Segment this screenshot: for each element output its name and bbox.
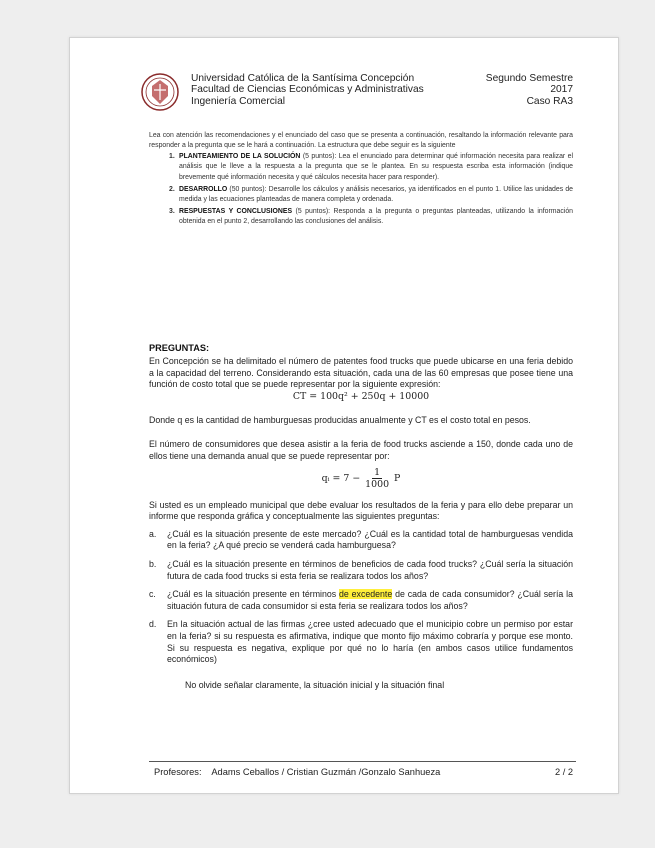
demand-fraction	[365, 467, 389, 490]
demand-rhs: P	[394, 472, 401, 484]
question-text: En la situación actual de las firmas ¿cree usted adecuado que el municipio cobre un permiso por estar en la feria? si su respuesta es afirmativa, indique que monto fijo máximo cobraría y porque ese monto. Si su respuesta es negativa, explique por qué no lo haría (en ambos casos utilice fundamentos económicos)	[167, 619, 573, 665]
question-text: ¿Cuál es la situación presente de este mercado? ¿Cuál es la cantidad total de hamburguesas vendida en la feria? ¿A qué precio se venderá cada hamburguesa?	[167, 528, 573, 551]
page-number: 2 / 2	[555, 767, 574, 777]
department-name: Ingeniería Comercial	[191, 95, 285, 107]
final-note: No olvide señalar claramente, la situación inicial y la situación final	[185, 679, 445, 690]
case-label: Caso RA3	[526, 95, 573, 107]
highlighted-text: de excedente	[339, 589, 393, 600]
term-block	[486, 73, 573, 107]
document-page	[69, 37, 619, 794]
institution-block	[191, 73, 424, 107]
instructions-list	[149, 152, 573, 227]
questions-list	[149, 529, 573, 666]
instruction-title: DESARROLLO	[179, 185, 228, 193]
footer-professors: Profesores: Adams Ceballos / Cristian Guzmán /Gonzalo Sanhueza	[154, 767, 441, 777]
footer-divider	[149, 761, 576, 762]
year-label: 2017	[550, 84, 573, 96]
demand-function	[149, 467, 573, 490]
question-text-post: de cada de cada consumidor? ¿Cuál sería la situación futura de cada consumidor si esta feria se realizara todos los años?	[167, 589, 573, 611]
question-c	[149, 589, 573, 612]
question-label: c.	[149, 589, 156, 600]
demand-statement: El número de consumidores que desea asistir a la feria de food trucks asciende a 150, donde cada uno de ellos tiene una demanda anual que se puede representar por:	[149, 439, 573, 461]
university-name: Universidad Católica de la Santísima Concepción	[191, 73, 415, 84]
question-b	[149, 559, 573, 582]
instruction-number: 1.	[169, 153, 175, 161]
instruction-title: PLANTEAMIENTO DE LA SOLUCIÓN	[179, 153, 301, 161]
question-label: d.	[149, 619, 157, 630]
instruction-text: (5 puntos): Responda a la pregunta o preguntas planteadas, utilizando la información obtenida en el punto 2, desarrollando las conclusiones del análisis.	[179, 208, 573, 226]
question-label: a.	[149, 528, 157, 539]
question-a	[149, 529, 573, 552]
page-header	[140, 69, 575, 119]
cost-function: CT = 100q² + 250q + 10000	[292, 390, 430, 402]
demand-lhs: qᵢ = 7 −	[321, 472, 361, 484]
instruction-item	[149, 152, 573, 183]
semester-label: Segundo Semestre	[485, 73, 573, 84]
page-content	[149, 131, 573, 690]
university-seal-icon	[140, 72, 180, 112]
questions-title: PREGUNTAS:	[149, 343, 210, 353]
question-text-pre: ¿Cuál es la situación presente en términos	[167, 589, 340, 600]
instruction-text: (50 puntos): Desarrolle los cálculos y análisis necesarios, ya identificados en el punto 1. Utilice las unidades de medida y las ecuaciones planteadas de manera completa y ordenada.	[179, 185, 573, 203]
instruction-item	[149, 185, 573, 205]
problem-statement: En Concepción se ha delimitado el número de patentes food trucks que puede ubicarse en una feria debido a la capacidad del terreno. Considerando esta situación, cada una de las 60 empresas que posee tiene una función de costo total que se puede representar por la siguiente expresión:	[149, 356, 573, 390]
cost-definition: Donde q es la cantidad de hamburguesas producidas anualmente y CT es el costo total en pesos.	[149, 414, 531, 425]
instructions-intro: Lea con atención las recomendaciones y el enunciado del caso que se presenta a continuación, resaltando la información relevante para responder a la pregunta que se le hará a continuación. La estructura que debe seguir es la siguiente	[149, 132, 573, 149]
instruction-text: (5 puntos): Lea el enunciado para determinar qué información necesita para realizar el análisis que le lleve a la respuesta a la pregunta que se le plantea. En su respuesta escriba esta información (indique brevemente qué información necesita y qué cálculos necesita hacer para responder).	[179, 153, 573, 181]
instruction-title: RESPUESTAS Y CONCLUSIONES	[179, 208, 293, 216]
question-text: ¿Cuál es la situación presente en términos de beneficios de cada food trucks? ¿Cuál sería la situación futura de cada food trucks si esta feria se realizara todos los años?	[167, 558, 573, 581]
question-label: b.	[149, 558, 157, 569]
questions-body	[149, 356, 573, 691]
instruction-number: 2.	[169, 185, 175, 193]
fraction-numerator: 1	[374, 466, 381, 478]
instruction-item	[149, 207, 573, 227]
task-statement: Si usted es un empleado municipal que debe evaluar los resultados de la feria y para ello debe preparar un informe que responda gráfica y conceptualmente las siguientes preguntas:	[149, 499, 573, 522]
question-d	[149, 619, 573, 665]
instruction-number: 3.	[169, 208, 175, 216]
faculty-name: Facultad de Ciencias Económicas y Administrativas	[191, 84, 424, 96]
fraction-denominator: 1000	[365, 478, 390, 490]
